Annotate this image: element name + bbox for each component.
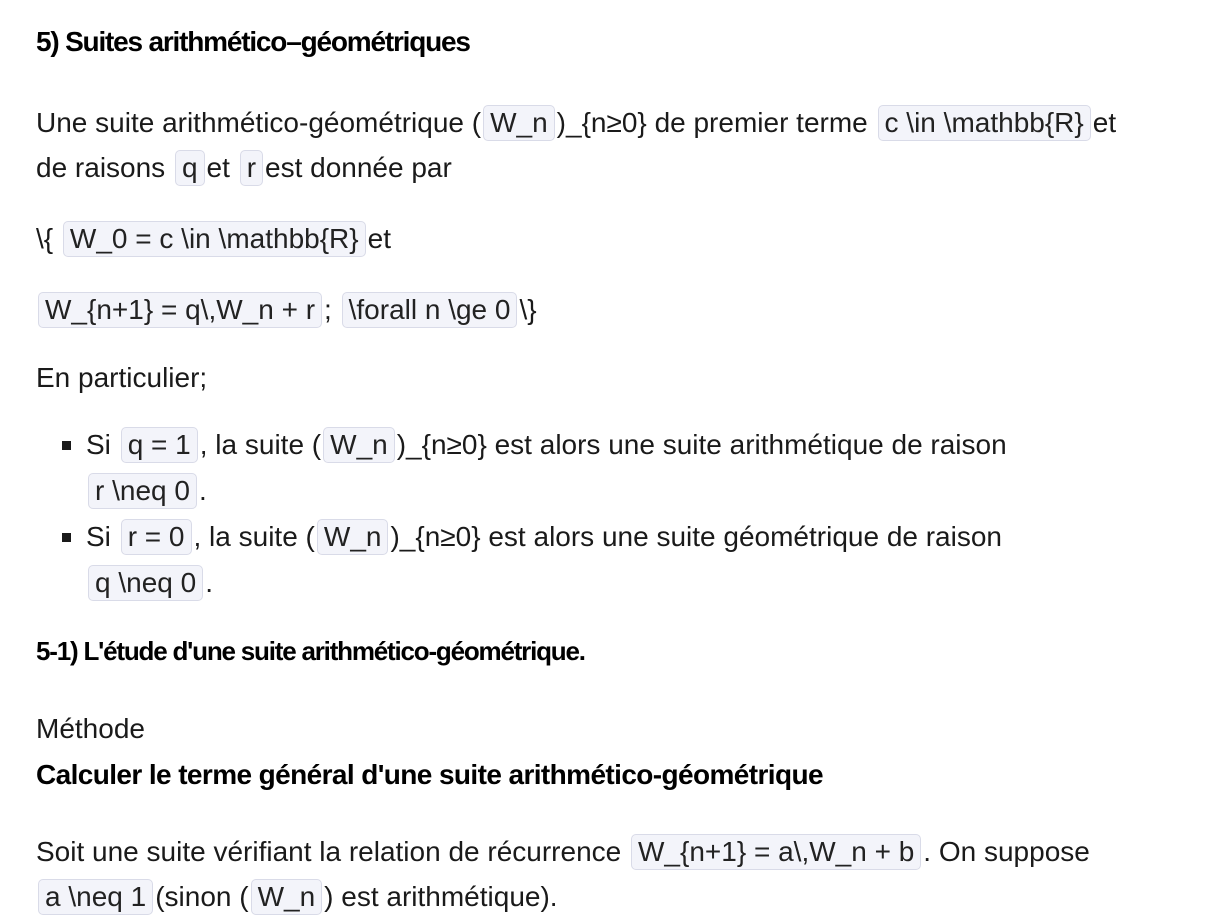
section-title: 5) Suites arithmético–géométriques	[36, 26, 470, 57]
math-code: W_n	[317, 519, 389, 555]
text: \{	[36, 223, 54, 254]
text: ;	[324, 294, 332, 325]
text: )_{n≥0} de premier terme	[556, 107, 868, 138]
text: de raisons	[36, 152, 166, 183]
math-code: \forall n \ge 0	[342, 292, 518, 328]
math-code: r	[240, 150, 263, 186]
text: \}	[519, 294, 537, 325]
math-code: q	[175, 150, 205, 186]
math-code: W_n	[251, 879, 323, 915]
math-code: q \neq 0	[88, 565, 203, 601]
particular-text: En particulier;	[36, 362, 208, 393]
text: .	[205, 567, 213, 598]
math-code: c \in \mathbb{R}	[878, 105, 1091, 141]
text: (sinon (	[155, 881, 249, 912]
list-item	[36, 422, 1166, 514]
text: est donnée par	[265, 152, 452, 183]
list-item	[36, 514, 1166, 606]
method-title: Calculer le terme général d'une suite arithmético-géométrique	[36, 759, 823, 790]
text: et	[1092, 107, 1117, 138]
math-code: W_{n+1} = a\,W_n + b	[631, 834, 921, 870]
text: Soit une suite vérifiant la relation de récurrence	[36, 836, 622, 867]
intro-line-2	[36, 145, 452, 191]
math-code: r = 0	[121, 519, 192, 555]
recurrence-line-1	[36, 829, 1090, 875]
bullet-icon	[62, 441, 71, 450]
text: , la suite (	[199, 429, 322, 460]
text: Si	[86, 521, 111, 552]
text: et	[367, 223, 391, 254]
math-code: W_n	[483, 105, 555, 141]
text: .	[198, 475, 207, 506]
text: )_{n≥0} est alors une suite arithmétique de raison	[396, 429, 1007, 460]
text: ) est arithmétique).	[324, 881, 558, 912]
math-code: W_n	[323, 427, 395, 463]
text: , la suite (	[193, 521, 315, 552]
math-code: r \neq 0	[88, 473, 197, 509]
text: )_{n≥0} est alors une suite géométrique de raison	[390, 521, 1002, 552]
text: Si	[86, 429, 111, 460]
text: Une suite arithmético-géométrique (	[36, 107, 482, 138]
math-code: W_0 = c \in \mathbb{R}	[63, 221, 366, 257]
math-code: a \neq 1	[38, 879, 153, 915]
text: . On suppose	[923, 836, 1090, 867]
math-code: q = 1	[121, 427, 198, 463]
bullet-icon	[62, 533, 71, 542]
text: et	[206, 152, 230, 183]
recurrence-line-2	[36, 874, 558, 920]
method-label: Méthode	[36, 713, 145, 744]
math-code: W_{n+1} = q\,W_n + r	[38, 292, 322, 328]
definition-line-1	[36, 216, 391, 262]
subsection-title: 5-1) L'étude d'une suite arithmético-géométrique.	[36, 636, 585, 666]
bullet-list	[36, 422, 1166, 606]
intro-line-1	[36, 100, 1116, 146]
definition-line-2	[36, 287, 537, 333]
